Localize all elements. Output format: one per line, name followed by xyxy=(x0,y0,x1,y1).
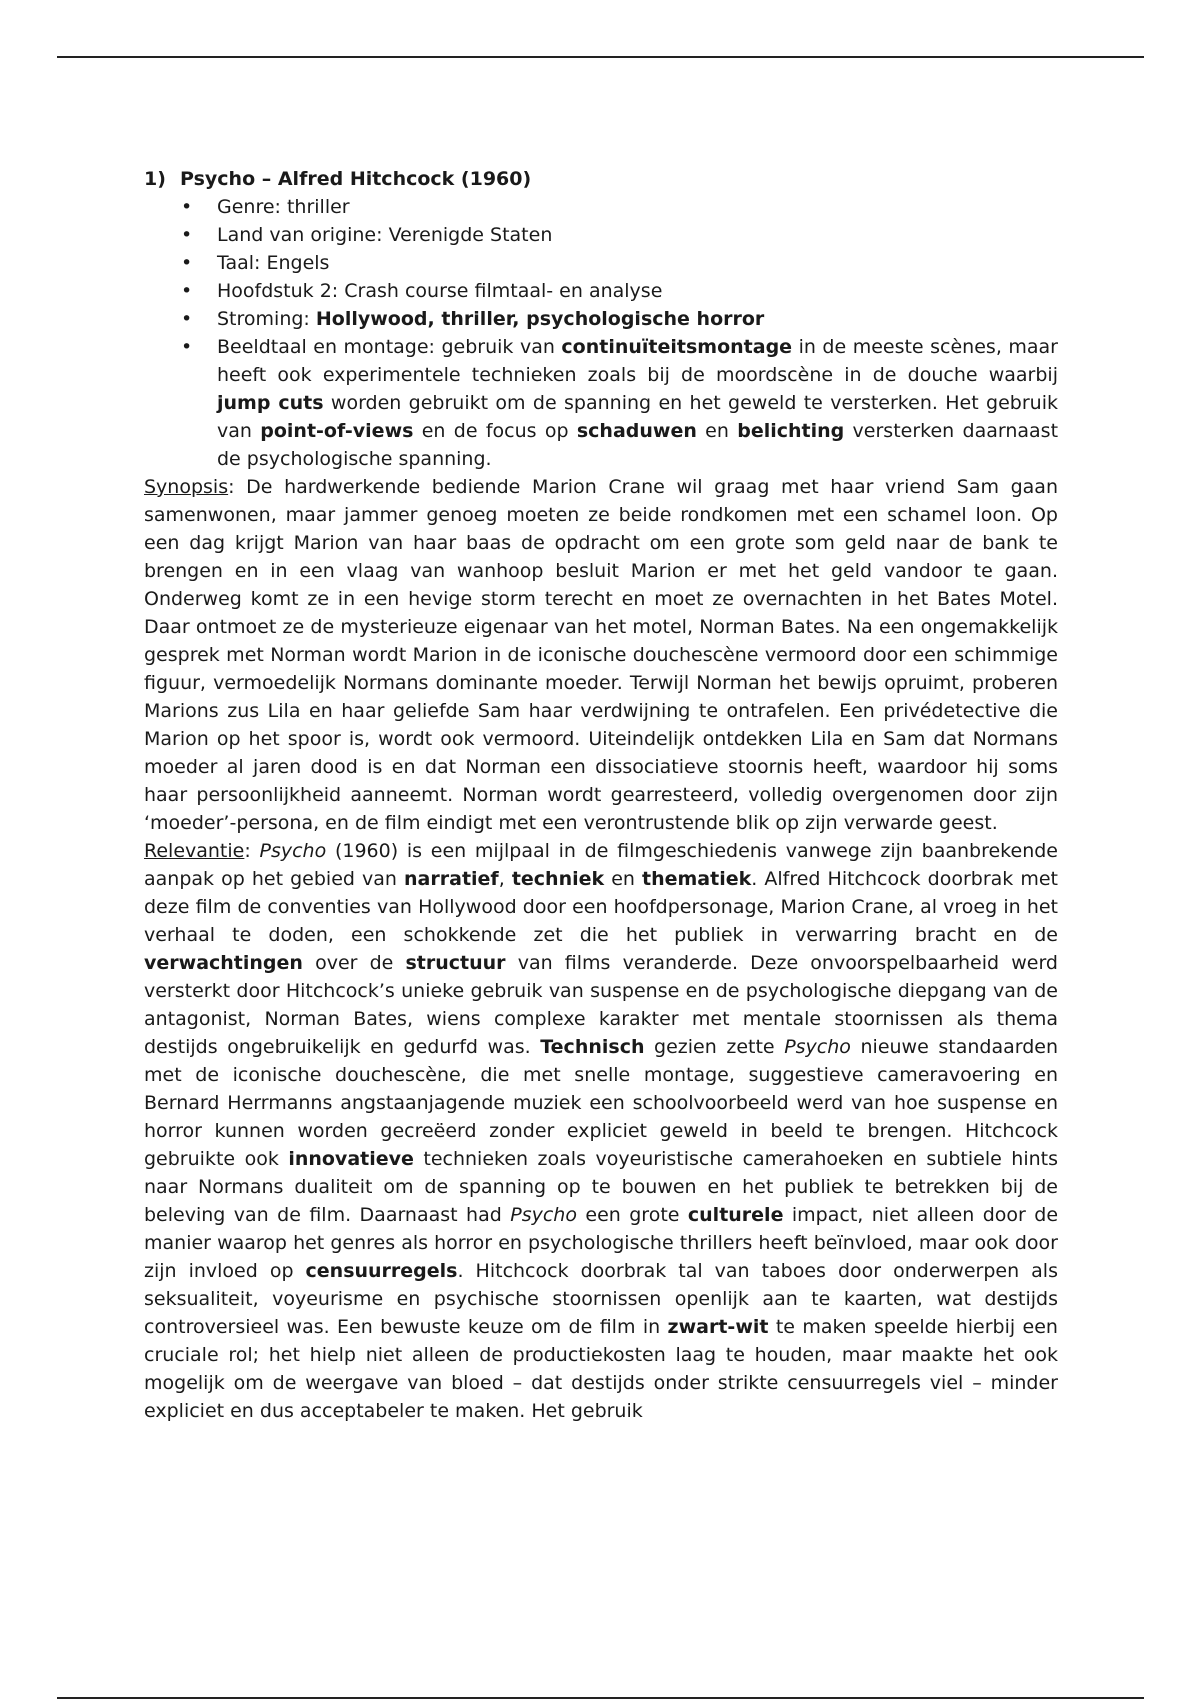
relevance-term: verwachtingen xyxy=(144,952,303,974)
movement-value: Hollywood, thriller, psychologische horror xyxy=(315,308,765,330)
imagery-term: continuïteitsmontage xyxy=(561,336,793,358)
list-item-chapter: • Hoofdstuk 2: Crash course filmtaal- en analyse xyxy=(217,277,1058,305)
relevance-term: censuurregels xyxy=(305,1260,458,1282)
relevance-text: , xyxy=(498,868,512,890)
relevance-text: gezien zette xyxy=(644,1036,785,1058)
relevance-label: Relevantie xyxy=(144,840,245,862)
film-title: Psycho – Alfred Hitchcock (1960) xyxy=(180,168,532,190)
list-item-genre: • Genre: thriller xyxy=(217,193,1058,221)
imagery-text: en xyxy=(696,420,738,442)
film-facts-list xyxy=(144,193,1058,473)
list-item-imagery xyxy=(217,333,1058,473)
relevance-text: : xyxy=(244,840,260,862)
relevance-italic: Psycho xyxy=(784,1036,851,1058)
relevance-text: impact, niet alleen door de manier waarop het genres als horror en psychologische thrillers heeft beïnvloed, maar ook door zijn invloed op xyxy=(144,1204,1059,1282)
relevance-term: innovatieve xyxy=(288,1148,414,1170)
synopsis-label: Synopsis xyxy=(144,476,229,498)
list-item-language: • Taal: Engels xyxy=(217,249,1058,277)
relevance-term: zwart-wit xyxy=(667,1316,769,1338)
film-heading xyxy=(144,165,1058,193)
relevance-term: structuur xyxy=(405,952,506,974)
relevance-text: . Hitchcock doorbrak tal van taboes door onderwerpen als seksualiteit, voyeurisme en psychische stoornissen openlijk aan te kaarten, wat destijds controversieel was. Een bewuste keuze om de film in xyxy=(144,1260,1058,1338)
header-rule xyxy=(57,56,1144,58)
heading-number: 1) xyxy=(144,168,166,190)
relevance-text: en xyxy=(604,868,643,890)
synopsis-text: : De hardwerkende bediende Marion Crane wil graag met haar vriend Sam gaan samenwonen, maar jammer genoeg moeten ze beide rondkomen met een schamel loon. Op een dag krijgt Marion van haar baas de opdracht om een grote som geld naar de bank te brengen en in een vlaag van wanhoop besluit Marion er met het geld vandoor te gaan. Onderweg komt ze in een hevige storm terecht en moet ze overnachten in het Bates Motel. Daar ontmoet ze de mysterieuze eigenaar van het motel, Norman Bates. Na een ongemakkelijk gesprek met Norman wordt Marion in de iconische douchescène vermoord door een schimmige figuur, vermoedelijk Normans dominante moeder. Terwijl Norman het bewijs opruimt, proberen Marions zus Lila en haar geliefde Sam haar verdwijning te ontrafelen. Een privédetective die Marion op het spoor is, wordt ook vermoord. Uiteindelijk ontdekken Lila en Sam dat Normans moeder al jaren dood is en dat Norman een dissociatieve stoornis heeft, waardoor hij soms haar persoonlijkheid aanneemt. Norman wordt gearresteerd, volledig overgenomen door zijn ‘moeder’-persona, en de film eindigt met een verontrustende blik op zijn verwarde geest. xyxy=(144,476,1058,834)
relevance-text: van films veranderde. Deze onvoorspelbaarheid werd versterkt door Hitchcock’s unieke gebruik van suspense en de psychologische diepgang van de antagonist, Norman Bates, wiens complexe karakter met mentale stoornissen als thema destijds ongebruikelijk en gedurfd was. xyxy=(144,952,1058,1058)
imagery-text: worden gebruikt om de spanning en het geweld te versterken. Het gebruik van xyxy=(217,392,1058,442)
imagery-term: point-of-views xyxy=(260,420,414,442)
imagery-term: schaduwen xyxy=(576,420,697,442)
relevance-term: narratief xyxy=(404,868,499,890)
relevance-text: een grote xyxy=(576,1204,688,1226)
imagery-text: en de focus op xyxy=(413,420,577,442)
imagery-term: jump cuts xyxy=(217,392,324,414)
list-item-country: • Land van origine: Verenigde Staten xyxy=(217,221,1058,249)
imagery-text: in de meeste scènes, maar heeft ook experimentele technieken zoals bij de moordscène in de douche waarbij xyxy=(217,336,1058,386)
relevance-term: thematiek xyxy=(642,868,752,890)
imagery-text: versterken daarnaast de psychologische spanning. xyxy=(217,420,1059,470)
relevance-text: nieuwe standaarden met de iconische douchescène, die met snelle montage, suggestieve cameravoering en Bernard Herrmanns angstaanjagende muziek een schoolvoorbeeld werd van hoe suspense en horror kunnen worden gecreëerd zonder expliciet geweld in beeld te brengen. Hitchcock gebruikte ook xyxy=(144,1036,1059,1170)
imagery-text: Beeldtaal en montage: gebruik van xyxy=(217,336,562,358)
relevance-text: (1960) is een mijlpaal in de filmgeschiedenis vanwege zijn baanbrekende aanpak op het gebied van xyxy=(144,840,1058,890)
relevance-text: te maken speelde hierbij een cruciale rol; het hielp niet alleen de productiekosten laag te houden, maar maakte het ook mogelijk om de weergave van bloed – dat destijds onder strikte censuurregels viel – minder expliciet en dus acceptabeler te maken. Het gebruik xyxy=(144,1316,1058,1422)
imagery-term: belichting xyxy=(737,420,845,442)
footer-rule xyxy=(57,1697,1144,1699)
movement-label: Stroming: xyxy=(217,308,316,330)
synopsis-paragraph xyxy=(144,473,1058,837)
relevance-italic: Psycho xyxy=(259,840,327,862)
relevance-term: culturele xyxy=(687,1204,784,1226)
relevance-term: techniek xyxy=(511,868,605,890)
relevance-italic: Psycho xyxy=(510,1204,577,1226)
relevance-term: Technisch xyxy=(540,1036,645,1058)
relevance-paragraph xyxy=(144,837,1058,1425)
relevance-text: . Alfred Hitchcock doorbrak met deze film de conventies van Hollywood door een hoofdpersonage, Marion Crane, al vroeg in het verhaal te doden, een schokkende zet die het publiek in verwarring bracht en de xyxy=(144,868,1058,946)
relevance-text: technieken zoals voyeuristische camerahoeken en subtiele hints naar Normans dualiteit om de spanning op te bouwen en het publiek te betrekken bij de beleving van de film. Daarnaast had xyxy=(144,1148,1059,1226)
list-item-movement xyxy=(217,305,1058,333)
document-body xyxy=(144,165,1058,1425)
relevance-text: over de xyxy=(302,952,406,974)
